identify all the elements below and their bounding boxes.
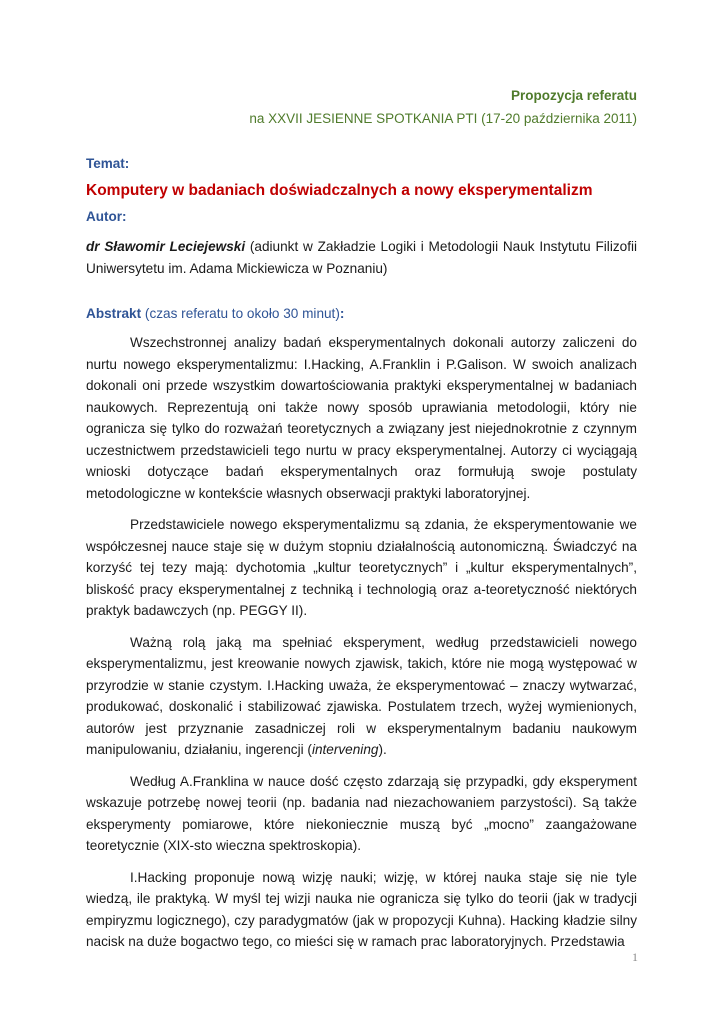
abstract-paragraph: Wszechstronnej analizy badań eksperymentalnych dokonali autorzy zaliczeni do nurtu nowego eksperymentalizmu: I.Hacking, A.Franklin i P.Galison. W swoich analizach dokonali oni przede wszystkim dowartościowania praktyki eksperymentalnej w badaniach naukowych. Reprezentują oni także nowy sposób uprawiania metodologii, który nie ogranicza się tylko do rozważań teoretycznych a związany jest niejednokrotnie z czynnym uczestnictwem przedstawicieli tego nurtu w pracy eksperymentalnej. Autorzy ci wyciągają wnioski dotyczące badań eksperymentalnych oraz formułują swoje postulaty metodologiczne w kontekście własnych obserwacji praktyki laboratoryjnej. — [86, 335, 637, 501]
topic-label: Temat: — [86, 156, 130, 171]
abstract-label: Abstrakt — [86, 306, 142, 321]
abstract-paragraph: I.Hacking proponuje nową wizję nauki; wizję, w której nauka staje się nie tyle wiedzą, ile praktyką. W myśl tej wizji nauka nie ogranicza się tylko do teorii (jak w tradycji empiryzmu logicznego), czy paradygmatów (jak w propozycji Kuhna). Hacking kładzie silny nacisk na duże bogactwo tego, co mieści się w ramach prac laboratoryjnych. Przedstawia — [86, 869, 637, 949]
author-label: Autor: — [86, 209, 127, 224]
abstract-paragraph — [86, 632, 637, 761]
page-number: 1 — [632, 950, 638, 964]
document-title: Komputery w badaniach doświadczalnych a nowy eksperymentalizm — [86, 182, 593, 199]
paragraph-text: Ważną rolą jaką ma spełniać eksperyment, według przedstawicieli nowego eksperymentalizmu, jest kreowanie nowych zjawisk, takich, które nie mogą występować w przyrodzie w stanie czystym. I.Hacking uważa, że eksperymentować – znaczy wytwarzać, produkować, doskonalić i stabilizować zjawiska. Postulatem trzech, wyżej wymienionych, autorów jest przyznanie zasadniczej roli w eksperymentalnym badaniu naukowym manipulowaniu, działaniu, ingerencji ( — [86, 634, 637, 757]
header-block — [249, 86, 637, 129]
author-paragraph — [86, 236, 637, 279]
author-name: dr Sławomir Leciejewski — [86, 239, 246, 254]
author-affiliation: (adiunkt w Zakładzie Logiki i Metodologii Nauk Instytutu Filizofii Uniwersytetu im. Adama Mickiewicza w Poznaniu) — [86, 239, 638, 276]
proposal-label: Propozycja referatu — [510, 88, 637, 103]
abstract-paragraph: Przedstawiciele nowego eksperymentalizmu są zdania, że eksperymentowanie we współczesnej nauce staje się w dużym stopniu działalnością autonomiczną. Świadczyć na korzyść tej tezy mają: dychotomia „kultur teoretycznych” i „kultur eksperymentalnych”, bliskość pracy eksperymentalnej z techniką i technologią oraz a-teoretyczność niektórych praktyk badawczych (np. PEGGY II). — [86, 517, 637, 618]
abstract-colon: : — [339, 306, 345, 321]
paragraph-text-end: ). — [378, 742, 387, 757]
abstract-body — [86, 332, 637, 963]
abstract-heading — [86, 306, 344, 321]
event-line: na XXVII JESIENNE SPOTKANIA PTI (17-20 października 2011) — [249, 111, 637, 126]
abstract-paragraph: Według A.Franklina w nauce dość często zdarzają się przypadki, gdy eksperyment wskazuje potrzebę nowej teorii (np. badania nad niezachowaniem parzystości). Są także eksperymenty pomiarowe, które niekoniecznie muszą być „mocno” zaangażowane teoretycznie (XIX-sto wieczna spektroskopia). — [86, 773, 637, 853]
abstract-duration-note: (czas referatu to około 30 minut) — [141, 306, 340, 321]
intervening-term: intervening — [311, 742, 379, 757]
